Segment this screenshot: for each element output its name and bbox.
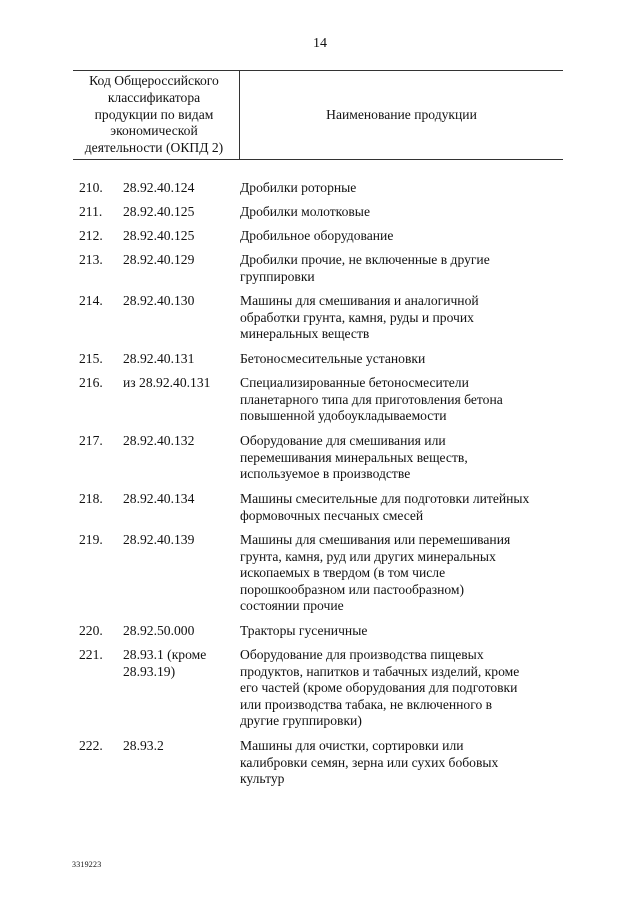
row-number: 211. [79, 204, 103, 219]
row-number: 214. [79, 293, 103, 308]
product-name [240, 433, 565, 483]
product-name-line: ископаемых в твердом (в том числе [240, 565, 446, 580]
table-row [0, 375, 565, 425]
product-name-line: группировки [240, 268, 315, 284]
table-header [73, 70, 563, 160]
product-name [240, 204, 565, 221]
okpd2-code-line: 28.92.40.125 [123, 228, 195, 243]
okpd2-code-line: 28.93.1 (кроме [123, 647, 207, 662]
okpd2-code [123, 375, 240, 425]
okpd2-code-line: 28.93.19) [123, 663, 176, 679]
product-name-line: его частей (кроме оборудования для подготовки [240, 680, 518, 695]
table-row [0, 532, 565, 615]
product-name [240, 180, 565, 197]
okpd2-code [123, 738, 240, 788]
product-name-line: Дробилки молотковые [240, 204, 370, 219]
row-number: 213. [79, 252, 103, 267]
product-name [240, 623, 565, 640]
okpd2-code [123, 204, 240, 221]
header-code-line: продукции по видам [94, 106, 214, 122]
okpd2-code-line: 28.92.40.125 [123, 204, 195, 219]
okpd2-code [123, 293, 240, 343]
product-name [240, 491, 565, 524]
okpd2-code [123, 491, 240, 524]
table-row [0, 351, 565, 368]
product-name-line: Машины смесительные для подготовки литейных [240, 491, 530, 506]
okpd2-code [123, 228, 240, 245]
product-name [240, 351, 565, 368]
product-name [240, 252, 565, 285]
okpd2-code-line: 28.92.40.130 [123, 293, 195, 308]
product-name [240, 532, 565, 615]
product-name-line: или производства табака, не включенного в [240, 696, 493, 712]
product-name-line: калибровки семян, зерна или сухих бобовых [240, 754, 499, 770]
product-name-line: порошкообразном или пастообразном) [240, 581, 465, 597]
product-name-line: Машины для смешивания и аналогичной [240, 293, 479, 308]
okpd2-code-line: 28.92.40.132 [123, 433, 195, 448]
okpd2-code-line: 28.93.2 [123, 738, 164, 753]
okpd2-code-line: 28.92.40.131 [123, 351, 195, 366]
document-footer-code: 3319223 [72, 860, 102, 869]
okpd2-code [123, 351, 240, 368]
product-name-line: минеральных веществ [240, 326, 370, 341]
product-name-line: Специализированные бетоносмесители [240, 375, 469, 390]
product-name [240, 293, 565, 343]
table-row [0, 647, 565, 730]
header-code-line: экономической [110, 123, 198, 139]
row-number: 212. [79, 228, 103, 243]
product-name-line: Дробилки прочие, не включенные в другие [240, 252, 490, 267]
row-number: 219. [79, 532, 103, 547]
header-name-column: Наименование продукции [326, 106, 477, 122]
okpd2-code-line: из 28.92.40.131 [123, 375, 211, 390]
product-name-line: Оборудование для производства пищевых [240, 647, 484, 662]
product-name-line: состоянии прочие [240, 598, 344, 613]
okpd2-code-line: 28.92.40.139 [123, 532, 195, 547]
product-name-line: Машины для очистки, сортировки или [240, 738, 464, 753]
row-number: 217. [79, 433, 103, 448]
product-name-line: Дробилки роторные [240, 180, 357, 195]
product-name-line: перемешивания минеральных веществ, [240, 449, 468, 465]
okpd2-code [123, 252, 240, 285]
header-code-line: деятельности (ОКПД 2) [84, 140, 224, 156]
table-row [0, 623, 565, 640]
row-number: 215. [79, 351, 103, 366]
product-name-line: обработки грунта, камня, руды и прочих [240, 309, 474, 325]
table-row [0, 204, 565, 221]
row-number: 222. [79, 738, 103, 753]
table-row [0, 180, 565, 197]
product-name [240, 647, 565, 730]
table-row [0, 491, 565, 524]
table-row [0, 433, 565, 483]
row-number: 221. [79, 647, 103, 662]
okpd2-code [123, 647, 240, 730]
page-number: 14 [313, 36, 327, 51]
table-row [0, 738, 565, 788]
product-name [240, 228, 565, 245]
product-name-line: Машины для смешивания или перемешивания [240, 532, 511, 547]
row-number: 218. [79, 491, 103, 506]
okpd2-code [123, 623, 240, 640]
product-name-line: используемое в производстве [240, 466, 411, 481]
product-name-line: Оборудование для смешивания или [240, 433, 446, 448]
table-row [0, 228, 565, 245]
okpd2-code [123, 433, 240, 483]
okpd2-code [123, 180, 240, 197]
product-name-line: культур [240, 771, 285, 786]
header-code-line: Код Общероссийского [89, 73, 219, 88]
header-code-line: классификатора [107, 89, 201, 105]
table-row [0, 252, 565, 285]
okpd2-code-line: 28.92.50.000 [123, 623, 195, 638]
product-name-line: Тракторы гусеничные [240, 623, 368, 638]
okpd2-code-line: 28.92.40.124 [123, 180, 195, 195]
product-name-line: Дробильное оборудование [240, 228, 394, 243]
okpd2-code-line: 28.92.40.134 [123, 491, 195, 506]
product-name [240, 738, 565, 788]
product-name-line: повышенной удобоукладываемости [240, 408, 447, 423]
header-code-column [73, 73, 235, 157]
product-name [240, 375, 565, 425]
product-name-line: продуктов, напитков и табачных изделий, кроме [240, 663, 520, 679]
row-number: 220. [79, 623, 103, 638]
product-name-line: планетарного типа для приготовления бетона [240, 391, 503, 407]
row-number: 216. [79, 375, 103, 390]
product-name-line: грунта, камня, руд или других минеральных [240, 548, 496, 564]
product-name-line: Бетоносмесительные установки [240, 351, 426, 366]
table-row [0, 293, 565, 343]
product-name-line: формовочных песчаных смесей [240, 507, 424, 523]
row-number: 210. [79, 180, 103, 195]
product-name-line: другие группировки) [240, 713, 362, 728]
okpd2-code-line: 28.92.40.129 [123, 252, 195, 267]
okpd2-code [123, 532, 240, 615]
